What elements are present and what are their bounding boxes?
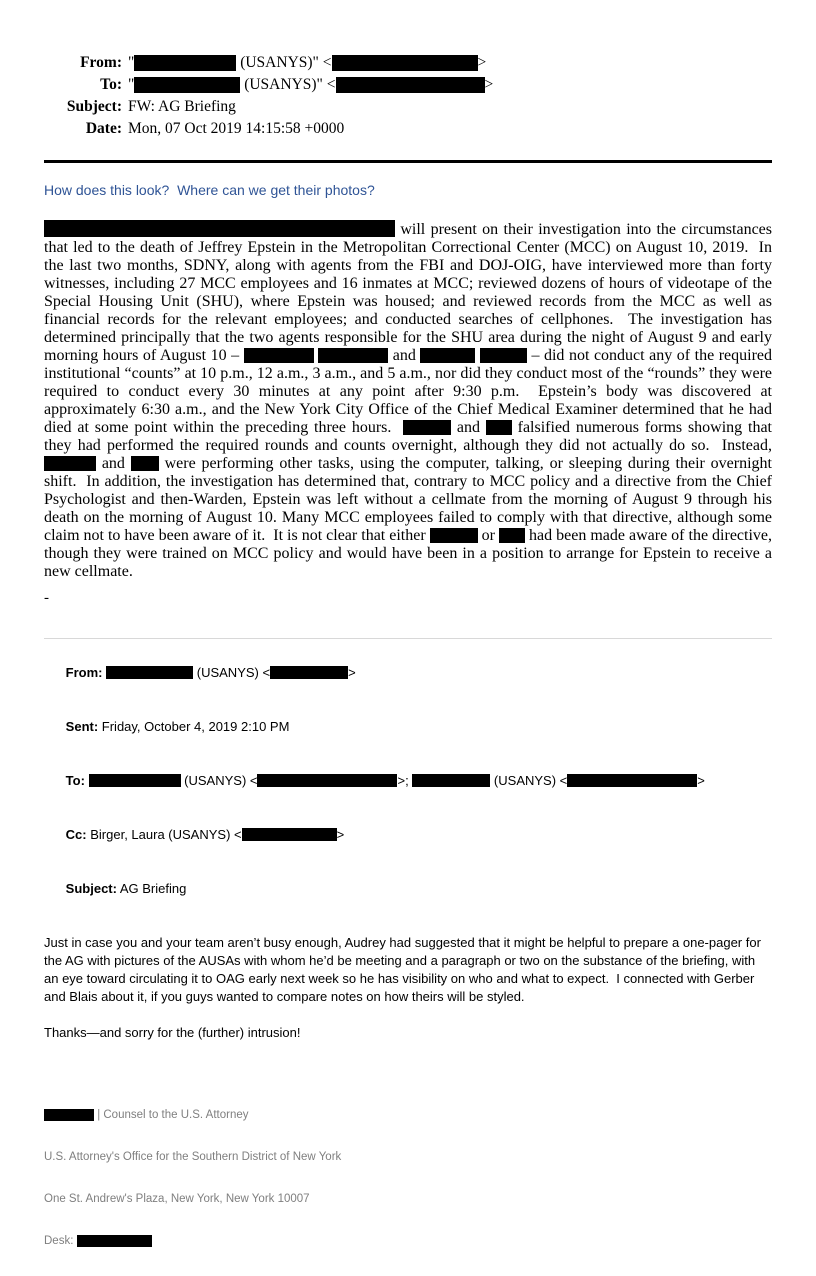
quoted-body-paragraph: Just in case you and your team aren’t busy enough, Audrey had suggested that it might be helpful to prepare a one-pager for the AG with pictures of the AUSAs with whom he’d be meeting and a paragraph or two on the substance of the briefing, with an eye toward circulating it to OAG early next week so he has visibility on who and what to expect. I connected with Gerber and Blais about it, if you guys wanted to compare notes on how theirs will be styled. [44, 935, 765, 1004]
redaction-box [486, 420, 512, 435]
from-value: " (USANYS)" < > [128, 54, 487, 71]
quoted-body-thanks: Thanks—and sorry for the (further) intrusion! [44, 1025, 301, 1040]
redaction-box [420, 348, 475, 363]
quoted-sent-label: Sent: [65, 719, 99, 734]
quoted-email-divider-rule [44, 638, 772, 639]
redaction-box [257, 774, 397, 787]
quoted-row-sent [44, 700, 772, 754]
redaction-box [89, 774, 181, 787]
from-label: From: [80, 54, 122, 71]
redaction-box [499, 528, 525, 543]
redaction-box [77, 1235, 152, 1247]
quoted-cc-label: Cc: [65, 827, 87, 842]
header-divider-rule [44, 160, 772, 163]
redaction-box [134, 55, 236, 71]
redaction-box [44, 456, 96, 471]
redaction-box [412, 774, 490, 787]
header-row-subject [44, 96, 772, 118]
header-row-date [44, 118, 772, 140]
quoted-row-subject [44, 862, 772, 916]
redaction-box [567, 774, 697, 787]
quoted-subject-value: AG Briefing [116, 881, 187, 896]
date-label: Date: [85, 120, 122, 137]
header-row-from [44, 52, 772, 74]
subject-label: Subject: [66, 98, 122, 115]
quoted-row-cc [44, 808, 772, 862]
signature-block [44, 1080, 772, 1276]
redaction-box [403, 420, 451, 435]
quoted-to-value: (USANYS) < >; (USANYS) < > [85, 773, 705, 788]
quoted-cc-value: Birger, Laura (USANYS) < > [86, 827, 345, 842]
signature-line-address: One St. Andrew's Plaza, New York, New York 10007 [44, 1193, 310, 1205]
separator-dash: - [44, 590, 49, 606]
quoted-from-label: From: [65, 665, 103, 680]
email-header-top [44, 52, 772, 140]
to-value: " (USANYS)" < > [128, 76, 494, 93]
signature-line-name-title: | Counsel to the U.S. Attorney [44, 1108, 772, 1122]
redaction-box [430, 528, 478, 543]
email-header-quoted [44, 646, 772, 916]
subject-value: FW: AG Briefing [128, 98, 236, 115]
investigation-paragraph: will present on their investigation into the circumstances that led to the death of Jeffrey Epstein in the Metropolitan Correctional Center (MCC) on August 10, 2019. In the last two months, SDNY, along with agents from the FBI and DOJ-OIG, have interviewed more than forty witnesses, including 27 MCC employees and 16 inmates at MCC; reviewed dozens of hours of videotape of the Special Housing Unit (SHU), where Epstein was housed; and reviewed records from the MCC as well as financial records for the relevant employees; and conducted searches of cellphones. The investigation has determined principally that the two agents responsible for the SHU area during the night of August 9 and early morning hours of August 10 – and – did not conduct any of the required institutional “counts” at 10 p.m., 12 a.m., 3 a.m., and 5 a.m., nor did they conduct most of the “rounds” they were required to conduct every 30 minutes at any point after 9:30 p.m. Epstein’s body was discovered at approximately 6:30 a.m., and the New York City Office of the Chief Medical Examiner determined that he had died at some point within the preceding three hours. and falsified numerous forms showing that they had performed the required rounds and counts overnight, although they did not actually do so. Instead, and were performing other tasks, using the computer, talking, or sleeping during their overnight shift. In addition, the investigation has determined that, contrary to MCC policy and a directive from the Chief Psychologist and then-Warden, Epstein was left without a cellmate from the morning of August 9 through his death on the morning of August 10. Many MCC employees failed to comply with that directive, although some claim not to have been aware of it. It is not clear that either or had been made aware of the directive, though they were trained on MCC policy and would have been in a position to arrange for Epstein to receive a new cellmate. [44, 221, 777, 580]
quoted-sent-value: Friday, October 4, 2019 2:10 PM [98, 719, 290, 734]
redaction-box [242, 828, 337, 841]
redaction-box [332, 55, 478, 71]
redaction-box [318, 348, 388, 363]
date-value: Mon, 07 Oct 2019 14:15:58 +0000 [128, 120, 345, 137]
redaction-box [131, 456, 159, 471]
redaction-box [244, 348, 314, 363]
redaction-box [44, 1109, 94, 1121]
redaction-box [270, 666, 348, 679]
to-label: To: [100, 76, 122, 93]
redaction-box [336, 77, 485, 93]
redaction-box [44, 220, 395, 237]
header-row-to [44, 74, 772, 96]
quoted-row-from [44, 646, 772, 700]
reply-note: How does this look? Where can we get their photos? [44, 182, 375, 198]
redaction-box [480, 348, 527, 363]
quoted-subject-label: Subject: [65, 881, 117, 896]
signature-line-office: U.S. Attorney's Office for the Southern District of New York [44, 1151, 342, 1163]
quoted-to-label: To: [65, 773, 85, 788]
redaction-box [106, 666, 193, 679]
redaction-box [134, 77, 240, 93]
quoted-from-value: (USANYS) < > [103, 665, 356, 680]
signature-line-desk: Desk: [44, 1234, 772, 1248]
quoted-row-to [44, 754, 772, 808]
